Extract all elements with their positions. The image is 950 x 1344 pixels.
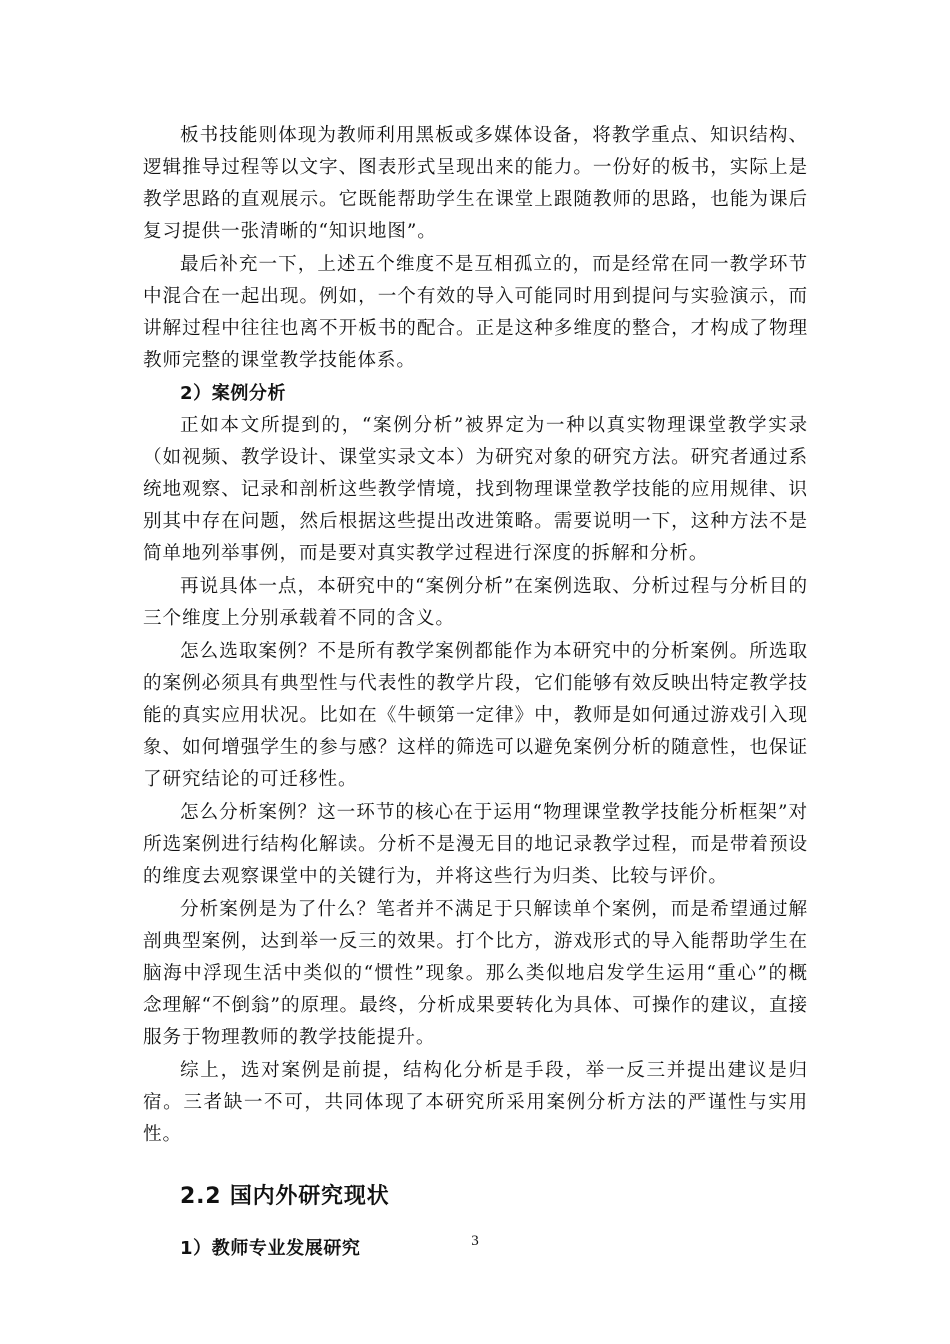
paragraph-case-purpose: 分析案例是为了什么？笔者并不满足于只解读单个案例，而是希望通过解剖典型案例，达到举一反三的效果。打个比方，游戏形式的导入能帮助学生在脑海中浮现生活中类似的“惯性”现象。那么类似地启发学生运用“重心”的概念理解“不倒翁”的原理。最终，分析成果要转化为具体、可操作的建议，直接服务于物理教师的教学技能提升。 <box>143 899 808 1048</box>
subheading-case-analysis: 2）案例分析 <box>180 383 287 404</box>
subheading-teacher-development: 1）教师专业发展研究 <box>180 1238 361 1259</box>
paragraph-case-selection: 怎么选取案例？不是所有教学案例都能作为本研究中的分析案例。所选取的案例必须具有典型性与代表性的教学片段，它们能够有效反映出特定教学技能的真实应用状况。比如在《牛顿第一定律》中，教师是如何通过游戏引入现象、如何增强学生的参与感？这样的筛选可以避免案例分析的随意性，也保证了研究结论的可迁移性。 <box>143 641 808 790</box>
paragraph-case-analysis-method: 怎么分析案例？这一环节的核心在于运用“物理课堂教学技能分析框架”对所选案例进行结构化解读。分析不是漫无目的地记录教学过程，而是带着预设的维度去观察课堂中的关键行为，并将这些行为归类、比较与评价。 <box>143 802 808 887</box>
page-number: 3 <box>471 1233 479 1249</box>
paragraph-blackboard-skill: 板书技能则体现为教师利用黑板或多媒体设备，将教学重点、知识结构、逻辑推导过程等以文字、图表形式呈现出来的能力。一份好的板书，实际上是教学思路的直观展示。它既能帮助学生在课堂上跟随教师的思路，也能为课后复习提供一张清晰的“知识地图”。 <box>143 125 808 242</box>
section-title-research-status: 2.2 国内外研究现状 <box>180 1184 390 1209</box>
paragraph-case-definition: 正如本文所提到的，“案例分析”被界定为一种以真实物理课堂教学实录（如视频、教学设计、课堂实录文本）为研究对象的研究方法。研究者通过系统地观察、记录和剖析这些教学情境，找到物理课堂教学技能的应用规律、识别其中存在问题，然后根据这些提出改进策略。需要说明一下，这种方法不是简单地列举事例，而是要对真实教学过程进行深度的拆解和分析。 <box>143 415 808 564</box>
paragraph-case-summary: 综上，选对案例是前提，结构化分析是手段，举一反三并提出建议是归宿。三者缺一不可，共同体现了本研究所采用案例分析方法的严谨性与实用性。 <box>143 1060 808 1145</box>
page-body <box>143 120 808 1265</box>
paragraph-dimension-integration: 最后补充一下，上述五个维度不是互相孤立的，而是经常在同一教学环节中混合在一起出现。例如，一个有效的导入可能同时用到提问与实验演示，而讲解过程中往往也离不开板书的配合。正是这种多维度的整合，才构成了物理教师完整的课堂教学技能体系。 <box>143 254 808 371</box>
paragraph-case-meaning: 再说具体一点，本研究中的“案例分析”在案例选取、分析过程与分析目的三个维度上分别承载着不同的含义。 <box>143 576 808 629</box>
